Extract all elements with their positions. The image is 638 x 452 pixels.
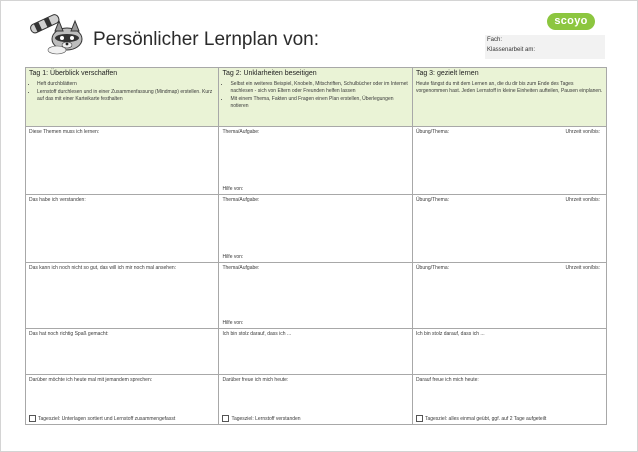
plan-cell[interactable] [26,375,219,425]
plan-cell[interactable] [219,263,412,329]
plan-cell[interactable] [219,375,412,425]
cell-label: Das hat noch richtig Spaß gemacht: [29,331,109,337]
plan-row [26,329,607,375]
cell-label: Darüber möchte ich heute mal mit jemandem sprechen: [29,377,153,383]
day-2-header [219,68,412,127]
cell-foot: Hilfe von: [222,186,244,192]
exam-date-field[interactable]: Klassenarbeit am: [487,47,536,53]
plan-cell[interactable] [219,329,412,375]
cell-label: Übung/Thema: [415,265,450,271]
goal-checkbox[interactable] [416,415,423,422]
page-title: Persönlicher Lernplan von: [93,29,320,50]
time-label: Uhrzeit von/bis: [565,265,600,271]
brand-logo: scoyo [547,13,595,30]
day-bullet: • Selbst ein weiteres Beispiel, Knobeln, Mitschriften, Schulbücher oder im Internet nachlesen - sich von Eltern oder Freunden helfen lassen [230,81,408,95]
cell-label: Ich bin stolz darauf, dass ich ... [222,331,292,337]
plan-cell[interactable] [412,195,606,263]
day-title: Tag 2: Unklarheiten beseitigen [222,70,317,77]
days-header-row [26,68,607,127]
plan-cell[interactable] [26,195,219,263]
goal-checkbox[interactable] [29,415,36,422]
cell-foot: Hilfe von: [222,320,244,326]
cell-label: Übung/Thema: [415,197,450,203]
goal-row [222,415,300,422]
cell-label: Das kann ich noch nicht so gut, das will ich mir noch mal ansehen: [29,265,177,271]
goal-checkbox[interactable] [222,415,229,422]
plan-cell[interactable] [412,127,606,195]
cell-label: Thema/Aufgabe: [222,265,260,271]
plan-cell[interactable] [26,263,219,329]
day-bullet: • Heft durchblättern [37,81,215,88]
subject-field[interactable]: Fach: [487,37,503,43]
plan-row [26,263,607,329]
goal-label: Tagesziel: Unterlagen sortiert und Lernstoff zusammengefasst [38,415,176,422]
plan-row [26,375,607,425]
cell-label: Diese Themen muss ich lernen: [29,129,100,135]
cell-foot: Hilfe von: [222,254,244,260]
plan-cell[interactable] [412,329,606,375]
cell-label: Darauf freue ich mich heute: [415,377,479,383]
day-bullet: • Mit einem Thema, Fakten und Fragen einen Plan erstellen, Überlegungen notieren [230,96,408,110]
plan-row [26,127,607,195]
cell-label: Das habe ich verstanden: [29,197,86,203]
goal-row [416,415,546,422]
plan-cell[interactable] [412,263,606,329]
goal-label: Tagesziel: Lernstoff verstanden [231,415,301,422]
cell-label: Thema/Aufgabe: [222,129,260,135]
cell-label: Thema/Aufgabe: [222,197,260,203]
plan-row [26,195,607,263]
day-1-header [26,68,219,127]
day-title: Tag 1: Überblick verschaffen [29,70,118,77]
day-title: Tag 3: gezielt lernen [415,70,479,77]
cell-label: Darüber freue ich mich heute: [222,377,289,383]
cell-label: Ich bin stolz darauf, dass ich ... [415,331,485,337]
day-bullet: • Lernstoff durchlesen und in einer Zusammenfassung (Mindmap) erstellen. Kurz auf das mit einer Karteikarte festhalten [37,89,215,103]
plan-table [25,67,607,425]
day-text: Heute fängst du mit dem Lernen an, die du dir bis zum Ende des Tages vorgenommen hast. Jeden Lernstoff in kleine Einheiten aufteilen, Pausen einplanen. [415,81,603,94]
goal-label: Tagesziel: alles einmal geübt, ggf. auf 2 Tage aufgeteilt [424,415,547,422]
plan-cell[interactable] [412,375,606,425]
plan-cell[interactable] [26,329,219,375]
day-3-header [412,68,606,127]
raccoon-mascot-icon [29,9,85,55]
time-label: Uhrzeit von/bis: [565,197,600,203]
plan-cell[interactable] [219,127,412,195]
meta-fields [485,35,605,59]
goal-row [29,415,175,422]
plan-cell[interactable] [26,127,219,195]
plan-cell[interactable] [219,195,412,263]
time-label: Uhrzeit von/bis: [565,129,600,135]
cell-label: Übung/Thema: [415,129,450,135]
